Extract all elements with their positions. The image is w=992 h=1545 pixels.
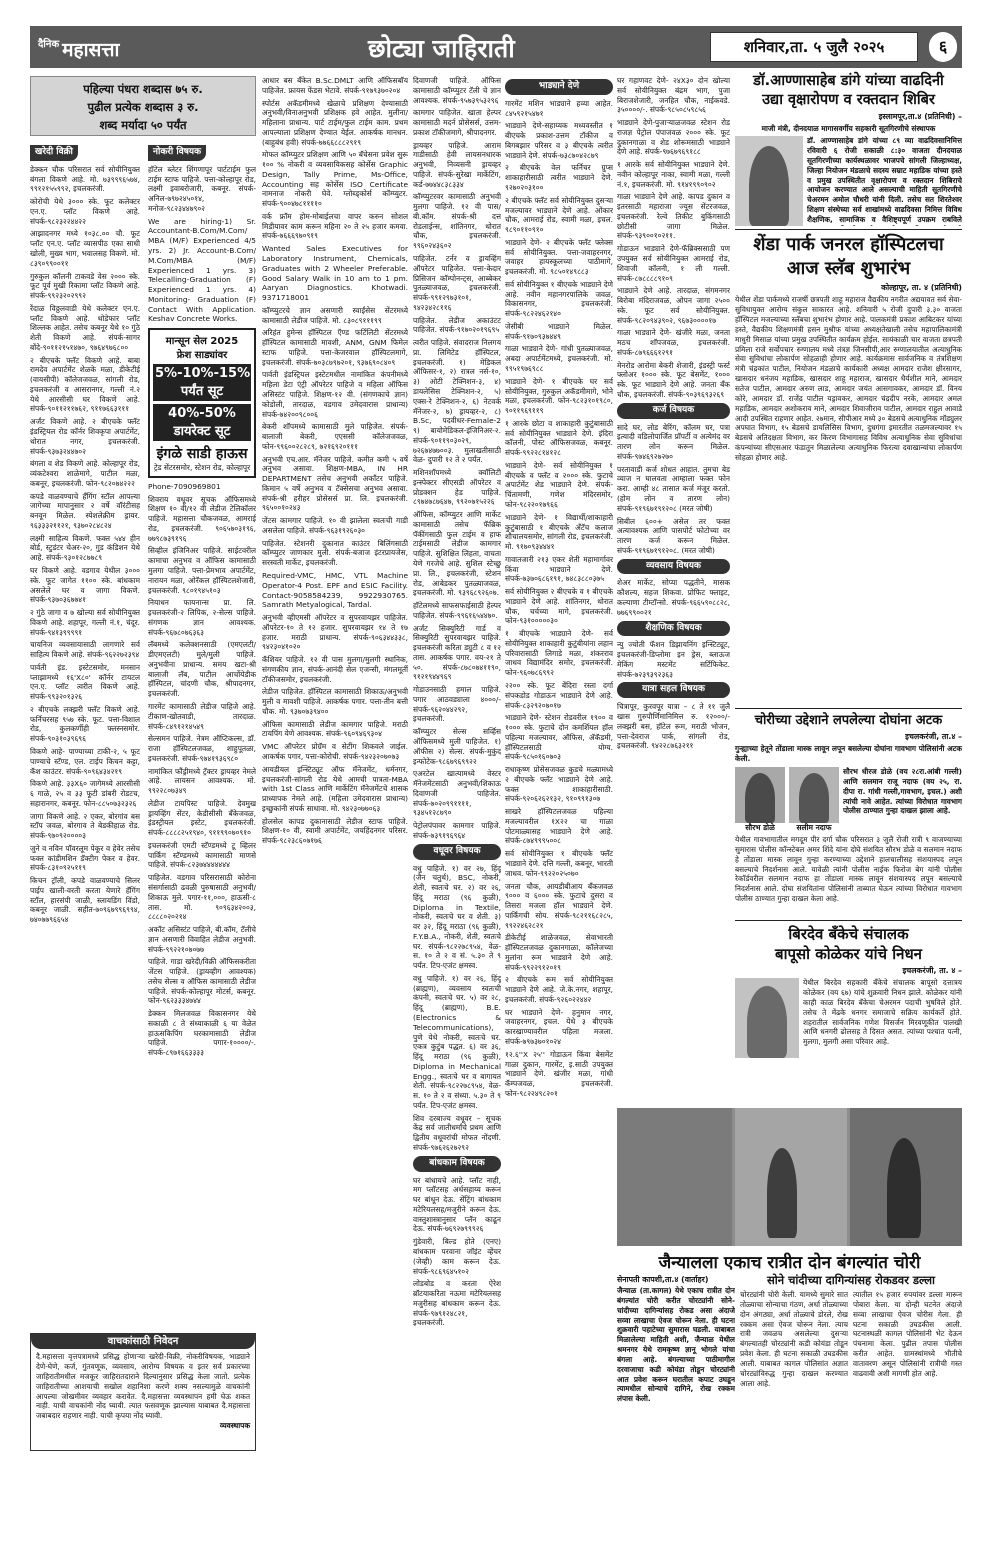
news2-body: येथील शेंडा पार्कमध्ये राजर्षी छत्रपती शाहू महाराज वैद्यकीय नगरीत अद्ययावत सर्व सेवा- सुविधायुक्त आरोग्य संकुल साकारत आहे. शनिवारी ५ रोजी दुपारी ३.३० वाजता हॉस्पिटल मजल्याच्या स्लॅबचा शुभारंभ होणार आहे. पालकमंत्री प्रकाश आबिटकर यांच्या हस्ते, वैद्यकीय शिक्षणमंत्री हसन मुश्रीफ यांच्या अध्यक्षतेखाली तसेच महापालिकामंत्री माधुरी मिसाळ यांच्या प्रमुख उपस्थितीत कार्यक्रम होईल. सायंकाळी चार वाजता छत्रपती प्रमिला राजे सर्वोपचार रुग्णालय मध्ये तंत्रज्ञ जिनसीपी,आर रुग्णालयातील अत्याधुनिक सेवा सुविधांचा लोकार्पण सोहळाही होणार आहे. कार्यक्रमास सार्वजनिक व तंत्रशिक्षण मंत्री चंद्रकांत पाटील, नियोजन मंडळाचे कार्यकारी अध्यक्ष आमदार राजेश क्षीरसागर, खासदार धनंजय महाडिक, खासदार शाहू महाराज, खासदार धैर्यशील माने, आमदार सतेज पाटील, आमदार अरुण लाड, आमदार जयंत आसगावकर, आमदार डॉ. विनय कोरे, आमदार डॉ. राजेंद्र पाटील यड्रावकर, आमदार चंद्रदीप नरके, आमदार अमल महाडिक, आमदार अशोकराव माने, आमदार शिवाजीराव पाटील, आमदार राहुल आवाडे आदी उपस्थित राहणार आहेत. २७मान, सीपीआर मध्ये ३० बेडसचे अत्याधुनिक मॉड्युलर अपघात विभाग, १५ बेडसचे डायलिसिस विभाग, दुधगंगा इमारतीत तळमजल्यावर १५ बेडसचे अतिदक्षता विभाग, कर किरण विभागासह विविध अत्याधुनिक सेवा सुविधांचा कंपन्यांच्या सीएसआर फंडातून मिळालेल्या अत्याधुनिक फिरत्या दवाखान्यांचा लोकार्पण सोहळा होणार आहे. [735,295,962,462]
ad-item: पार्वती इंडस्ट्रियल इस्टेटमधील नामांकित कंपनीमध्ये महिला डेटा एंट्री ऑपरेटर पाहिजे व महिला ऑफिस असिस्टंट पाहिजे. शिक्षण-१२ वी. (संगणकाचे ज्ञान) कोडोली, तारदाळ, वडगाव उमेदवारास प्राधान्य) संपर्क-७४२००९८००६ [262,370,408,419]
news4-body: येथील बिरदेव सहकारी बँकेचे संचालक बापूसो दत्तात्रय कोळेकर (वय ६७) यांचे शुक्रवारी निधन झाले. कोळेकर यांनी काही काळ बिरदेव बँकेचा चेअरमन पदाची भुषविले होते. तसेच ते मेंढके धनगर समाजाचे सक्रिय कार्यकर्ते होते. शहरातील सार्वजनिक गणेश विसर्जन मिरवणूकीत पालखी आणि धनगरी ढोलसह ते दिसत असत. त्यांच्या पश्चात पत्नी, मुलगा, मुलगी असा परिवार आहे. [803,978,962,1047]
ad-item: डीकेटीई शाळेजवळ, सेवाभारती हॉस्पिटलजवळ दुकानगाळा, कॉलेजच्या मुलांना रूम भाड्याने देणे आहे. संपर्क-९९२२९१२०१९ [505,933,613,972]
ad-list [413,1176,501,1328]
news5-body3: त्यातील १५ हजार रुपयांवर डल्ला मारून पोबारा केला. या दोन्ही घटनेत अंदाजे सव्वा लाखाचा ऐवज चोरीस गेला. ही घटना सकाळी उघडकीस आली. घटनास्थळी कागल पोलिसांनी भेट देऊन पंचनामा केला. पुढील तपास पोलीस करीत आहेत. ग्रामस्थांमध्ये भीतीचे वातावरण असून पोलिसांनी रात्रीची गस्त वाढवावी अशी मागणी होत आहे. [853,1290,962,1378]
news1-lead: माजी मंत्री, दीनदयाळ मागासवर्गीय सहकारी सूतगिरणीचे संस्थापक [761,124,936,134]
ad-item: अकॉट असिस्टंट पाहिजे, बी.कॉम, टॅलीचे ज्ञान असणारी विवाहित लेडीज अनुभवी. संपर्क-९९२२१०७०७७ [148,925,256,954]
rate-line: पहिल्या पंधरा शब्दास ७५ रु. [83,82,203,96]
ad-list [148,165,256,324]
ad-item: सर्व सोयीनियुक्त १ बीएचके भाड्याने देणे आहे. नवीन महानगरपालिके जवळ, विकासनगर, इचलकरंजी. संपर्क-९८२२४६२१४० [505,279,613,319]
ad-item: हॉटेल ब्लेटर शिंगणापूर पार्टटाईम फुल टाईम स्टाफ पाहिजे. पत्ता-कोल्हापूर रोड, लक्ष्मी इवाबरोजारी, कबनूर. संपर्क-अनिल-७९७२४५०१४, मनोज-९८२३४४७९०२ [148,164,256,213]
ad-item: नामांकित फौंड्रीमध्ये ट्रॅक्टर ड्रायव्हर नेमले आहे. लायसन आवश्यक. मो. ९९२२८०७३४९ [148,766,256,796]
news5-subhead: सोने चांदीच्या दागिन्यांसह रोकडवर डल्ला [766,1273,936,1287]
ad-item: अर्जंट विकणे आहे. २ बीएचके फ्लॅट इंडस्ट्रियल रोड कॉर्नर शिवकृपा अपार्टमेंट, थोरात नगर, इचलकरंजी. संपर्क-९३७३२४४७०२ [30,417,140,456]
ad-item: पाहिजेत. लेडीज अकाउंटट पाहिजेत. संपर्क-९१७०२०१९६९५ [413,315,501,335]
ad-item: गाळा भाड्याने देणे आहे. कापड दुकान व इतरसाठी महाराजा ज्यूस सेंटरजवळ, इचलकरंजी. रेल्वे तिकीट बुकिंगसाठी छोटीसी जागा मिळेल. संपर्क-९३९००१०२११. [617,192,730,241]
ad-list [148,495,256,1058]
ad-item: भाड्याने देणे आहे. तारदाळ, संगमनगर बिरोबा मंदिराजवळ, ओपन जागा २५०० स्के. फूट सर्व सोयीनियुक्त. संपर्क-९८२०९४३९०२, ९६७३००००१७ [617,286,730,325]
ad-list [262,76,408,846]
news1-headline: डॉ.आण्णासाहेब डांगे यांच्या वाढदिनी [753,73,944,89]
ad-item: चायनिज व्यवसायासाठी लागणारे सर्व साहित्य विकणे आहे. संपर्क-९६२२७२३९४ [30,640,140,660]
news5-body1: जैन्याळ (ता.कागल) येथे एकाच रात्रीत दोन बंगल्यांत चोरी करीत चोरट्यांनी सोने-चांदीच्या दागिन्यांसह रोकड असा अंदाजे सव्वा लाखाचा ऐवज चोरून नेला. ही घटना शुक्रवारी पहाटेच्या सुमारास घडली. याबाबत मिळालेल्या माहिती अशी, जैन्याळ येथील श्रमनगर येथे रामकृष्ण ज्ञानू भोगले यांचा बंगला आहे. बंगल्याच्या पाठीमागील दरवाजाचा कडी कोयंडा तोडून चोरट्यांनी आत प्रवेश करून घरातील कपाट उघडून त्यामधील सोन्याचे दागिने, रोख रक्कम लंपास केली. [617,1286,735,1404]
news5-dateline: सेनापती कापशी,ता.४ (वार्ताहर) [617,1275,709,1284]
ad-item: कॅशियर पाहिजे. १२ वी पास मुलगा/मुलगी स्थानिक, संगणकीय ज्ञान, संपर्क-आनंदी सेल एजन्सी, मंगलमूर्ती टॉकीजसमोर, इचलकरंजी. [262,655,408,684]
ad-item: लोडबोड व करता ऐरेश ब्रॉटयाकरिता नऊमा मटेरियलसह मजुरीसह बांधकाम करून देऊ. संपर्क-९७९१२४८२१, इचलकरंजी. [413,1279,501,1328]
ad-item: घर विकणे आहे. वडगाव येथील ३००० स्के. फूट जागेत ११०० स्के. बांधकाम असलेले घर व जागा विकणे. संपर्क-९३७०३६७७४१ [30,565,140,605]
photo-caption: सलीम नदाफ [796,822,832,832]
ad-item: गावातजारी २१३ एकर शेती महामार्गावर किंवा भाड्याने देणे. संपर्क-७३७०६८६१९१, ७४८३८८०३७५ [505,554,613,584]
ad-item: अर्जंट सिक्युरिटी गार्ड व सिक्युरिटी सुपरवायझर पाहिजे. इचलकरंजी करिता ड्युटी ८ व १२ तास. आकर्षक पगार. वय-२१ ते ५०. संपर्क-८७८०७४११९०, ९१२१९४४९६९ [413,623,501,682]
news3-lead: गुन्ह्याच्या हेतूने तोंडाला मास्क लावून लपून बसलेल्या दोघांना गावभाग पोलिसांनी अटक केली. [735,744,962,764]
ad-item: कॉम्प्युटर सेल्स सर्व्हिस ऑफिसमध्ये मुली पाहिजेत. १) ऑफीस २) सेल्स. संपर्क-मुकुंद इन्फोटेक-९८६७९६९९२२ [413,727,501,766]
ad-item: पाहिजे. गाडा खरेदी/विक्री ऑफिसकरीता जेंटस पाहिजे. (ड्रायव्हीग आवश्यक) तसेच सेल्स व ऑफिस कामासाठी लेडीज पाहिजे. संपर्क-कोल्हापूर मोटर्स, कबनूर. फोन-९६२३३३४७४४ [148,957,256,1006]
ad-item: न्यु ज्योती फॅशन डिझायनिंग इन्स्टिट्यूट, इचलकरंजी-डिप्लोमा इन ड्रेस, ब्लाऊज मेकिंग मस्टमेंट सर्टिफिकेट. संपर्क-७२३९३९२३६३ [617,640,730,679]
column-misc [617,76,730,1116]
ad-item: गाळा भाड्याने देणे- खंजीरे मळा, जनता मठच शॉपजवळ, इचलकरंजी. संपर्क-८७९६६६१२९१ [617,328,730,357]
brand-name: महासत्ता [62,39,120,61]
ad-item: २ बीएचके फ्लॅट सर्व सोयीनियुक्त दुसऱ्या मजल्यावर भाड्याने देणे आहे. ओंकार चौक, आमराई रोड, स्वामी मळा, इचल. ९८९०११०९१० [505,195,613,235]
ad-item: मेनरोड आरोमा बेकरी शेजारी, इंडस्ट्री फर्स्ट फ्लोअर १००० स्के. फूट बेसमेंट, १००० स्के. फूट भाड्याने देणे आहे. जनता बँक चौक, इचलकरंजी. संपर्क-९०३९६९३२६९ [617,360,730,399]
ad-item: वर्क फ्रॉम होम-मोबाईलचा वापर करुन सोशल मिडीयावर काम करून महिना २० ते २५ हजार कमवा. संपर्क-७६६६९७०९१९ [262,211,408,241]
ad-item: किचन ट्रॉली, कपडे वाळवण्याचे सिलर पाईप खाली-वरती करता येणारे हॅगिंग स्टॉल, हारसंपी जाळी, स्लायडिंग विंडो, कबनूर जाळी. सहीत-७०९६७९९६९९४, ७४०७७९६६५४ [30,876,140,925]
ad-item: पेट्रोलपंपावर कामगार पाहिजे. संपर्क-७३९१९६९६४ [413,821,501,840]
theft-photo [617,1108,962,1246]
ad-item: स्पोर्टस अकॅडमीमध्ये खेळाचे प्रशिक्षण देण्यासाठी अनुभवी/विनाअनुभवी प्रशिक्षक हवे आहेत. मुलीना/महिलाना प्राधान्य. पार्ट टाईम/फुल टाईम काम. प्रथम आपल्याला प्रशिक्षण देण्यात येईल. आकर्षक मानधन. (बाहुबंध हवी) संपर्क-७७६६८८८२९१९ [262,98,408,147]
news2-headline: शेंडा पार्क जनरल हॉस्पिटलचा [753,234,944,256]
ad-item: होलसेल कापड दुकानासाठी लेडीज स्टाफ पाहिजे. शिक्षण-१० वी, स्वामी अपार्टमेंट, जयहिंदनगर परिसर. संपर्क-९८२३८६०७१७६ [262,816,408,846]
rate-line: शब्द मर्यादा ५० पर्यंत [99,118,187,132]
ad-item: गाळा भाड्याने देणे- गांधी पुतळ्याजवळ, अबदा अपार्टमेंटमध्ये, इचलकरंजी. मो. ९९५१९७६९८८ [505,344,613,374]
sari-address: ट्रेड सेंटरसमोर, स्टेशन रोड, कोल्हापूर [153,463,251,473]
section-heading: यात्रा सहल विषयक [617,682,730,698]
ad-item: बेकरी शॉपमध्ये कामासाठी मुले पाहिजेत. संपर्क-बालाजी बेकरी, एएससी कॉलेजजवळ, फोन-९९६००२८२८९, ७२१६९२०१११ [262,422,408,451]
ad-item: जेंटस कामगार पाहिजे. १० वी झालेला स्वतःची गाडी असलेला पाहिजे. संपर्क-९६३१९२६०३० [262,516,408,535]
ad-item: पाहिजेत. टर्नर व ड्रायव्हिंग ऑपरेटर पाहिजेत. पत्ता-केदार प्रिसिजन कॉम्पोनन्ट्स, आब्बेकर पुतळ्याजवळ, इचलकरंजी. संपर्क-९९१२९७३१०१, ९४२३४२८११६ [413,254,501,312]
ad-item: आयडीयल इन्स्टिट्यूट ऑफ मॅनेजमेंट, धर्मनगर, इचलकरंजी-सांगली रोड येथे आमची पात्रता-MBA with 1st Class आणि मार्केटिंग मॅनेजमेंटचे शासक प्राध्यापक नेमले आहे. (महिला उमेदवारास प्राधान्य) इच्छुकांनी संपर्क साधावा. मो. ९४२३०७७०६३ [262,764,408,813]
portrait-photo [735,136,803,226]
ad-item: कॉम्प्युटरवर कामासाठी अनुभवी मुलगा पाहिजे. १२ वी पास/बी.कॉम. संपर्क-श्री दत्त रोडलाईन्स, शांतिनगर, थोरात चौक, इचलकरंजी. ९९६०२४३६०२ [413,192,501,251]
ad-item: अनुभवी एच.आर. मॅनेजर पाहिजे. कमीत कमी ५ वर्षे अनुभव असावा. शिक्षण-MBA, IN HR DEPARTMENT तसेच अनुभवी अकॉंटर पाहिजे. किमान ५ वर्षे अनुभव व टॅक्सेसचा अनुभव असावा. संपर्क-श्री हरीहर प्रोसेसर्स प्रा. लि. इचलकरंजी. ९६५००१०२४३ [262,454,408,513]
section-heading: बांधकाम विषयक [413,1156,501,1172]
ad-item: सर्व सोयीनियुक्त १ बीएचके फ्लॅट भाड्याने देणे. दत्ति गल्ली, कबनूर, भारती जाधव. फोन-९९२२०२५०७० [505,849,613,878]
ad-item: साखरे हॉस्पिटलजवळ पहिल्या मजल्यावरील १X२२ चा गाळा पोटमाळ्यासह भाड्याने देणे आहे. संपर्क-८७४९९९५००८ [505,807,613,846]
ad-item: भाड्याने देणे- १ बीएचके घर सर्व सोयीनियुक्त, गुरुकुल अकॅडमीमागे, भोने मळा, इचलकरंजी. फोन-९८२३१०१९८०, ९०११९६९११९ [505,376,613,416]
sari-sale-title: मान्सून सेल 2025 [165,336,239,348]
reader-notice [30,1333,256,1451]
ad-item: ऑफिस कामासाठी लेडीज कामगार पाहिजे. मराठी टायपिंग येणे आवश्यक. संपर्क-९६०९४६९३०४ [262,719,408,739]
column-nokri-2 [262,76,408,1451]
ad-item: नियाधन फायनान्स प्रा. लि. इचलकरंजी-२ लिपिक, २-सेल्स पाहिजे. संगणक ज्ञान आवश्यक. संपर्क-९६७८०७६३६३ [148,598,256,637]
ad-item: डेक्कन मिलजवळ विकासनगर येथे सकाळी ८ ते संध्याकाळी ६ या वेळेत हाऊसकिपिंग घरकामासाठी लेडीज पाहिजे. पगार-१००००/-. संपर्क-८९७१६६३३३३ [148,1009,256,1058]
ad-item: भाड्याने देणे-सहाय्यक मध्यवस्तीत १ बीएचके प्रकाश-उत्तम टॉकीज व बिगबझार परिसर व ३ बीएचके त्वरीत भाड्याने देणे. संपर्क-७३८७०४२८७९ [505,121,613,160]
ad-list [413,76,501,841]
ad-item: कपडे वाळवण्याचे हँगिंग स्टॉल आपल्या जागेच्या मापानुसार २ वर्षे वॉरंटीसह बनवून मिळेल. स्पेशलेक्रीम ड्रायर. ९६३३३२११२१, ९३७०२८४८२४ [30,491,140,530]
ad-item: रेंदाळ विठ्ठलवाडी येथे कलेक्टर एन.ए. प्लॉट विकणे आहे. थोडेफार प्लॉट शिल्लक आहेत. तसेच कबनूर येथे १० गुंठे शेती विकणे आहे. संपर्क-सागर बोंदे-९०११२१५१४७०, ९७६४९७६८०० [30,303,140,352]
ad-item: गारमेंट कामासाठी लेडीज पाहिजे आहे. टीकाण-खोतवाडी, तारदाळ. संपर्क-८४९१२१४५४९ [148,701,256,731]
ad-item: सेल्समन पाहिजे. नेत्रम ऑप्टिकल्स, डॉ. राजा हॉस्पिटलजवळ, शाहुपूतळा, इचलकरंजी. संपर्क-९७४१९३६९८० [148,734,256,763]
accused-photo [789,767,839,823]
masthead [30,26,962,68]
news5-body2: चोरट्यांनी चोरी केली. यामध्ये सुमारे सात तोळ्याचा सोन्याचा गंठण, अर्धा तोळ्याच्या दोन अंगठ्या, अर्धा तोळ्याचे डोरले, रोख रक्कम असा ऐवज चोरून नेला. त्याच रात्री जवळच असलेल्या दुसऱ्या बंगल्यातही चोरट्यांनी कडी कोयंडा तोडून प्रवेश केला. ही घटना सकाळी उघडकीस आली. याबाबत कागल पोलिसांत अज्ञात चोरट्यांविरुद्ध गुन्हा दाखल करण्यात आला आहे. [740,1290,848,1388]
ad-item: आझादनगर मध्ये १०३८.०० चौ. फूट प्लॉट एन.ए. प्लॉट व्यासपीठ एका साधी खोली, मुख्य भाग, भवालसह विकणे. मो. ८३९०९९००११ [30,229,140,268]
news-column [735,72,962,645]
ad-item: घर भाड्याने देणे- हनुमान नगर, जवाहरनगर, इचल. येथे ३ बीएचके कारखाण्यावरील पहिला मजला. संपर्क-७९७३७०१०२४ [505,1007,613,1047]
ad-item: गुंडेवारी, बिल्ड होते (एनए) बांधकाम परवाना जॉइंट व्हेंचर (जेव्ही) काम करून देऊ. संपर्क-९८६९६४५१०२ [413,1237,501,1276]
ad-item: अनुभवी व्हीएमसी ऑपरेटर व सुपरवायझर पाहिजेत. ऑपरेटर-१० ते १२ हजार. सुपरवायझर १४ ते १७ हजार. मराठी प्राधान्य. संपर्क-९०६३४४३३८, ९४२३०४१०२० [262,613,408,652]
news3 [735,705,962,1060]
ad-item: भाड्याने देणे- सर्व सोयीनियुक्त १ बीएचके व फ्लॅट व २००० स्के. फुटाचे अपार्टमेंट शेड भाड्याने देणे. संपर्क-चिंतामणी, गणेश मंदिरसमोर, फोन-९८२२०१७९६६ [505,460,613,509]
ad-item: दिवाणजी पाहिजे. ऑफिस कामासाठी कॉम्प्युटर टॅली चे ज्ञान आवश्यक. संपर्क-९५७३९५३२९६ [413,76,501,105]
ad-item: गोडाउनसाठी हमाल पाहिजे. पगार आठवड्याला ४०००/- संपर्क-९६२०४४२९२, इचलकरंजी. [413,685,501,724]
ad-item: भाड्याने देणे- स्टेशन रोडवरील १९०० व १००० स्के. फुटाचे दोन कमर्शियल हॉल पहिल्या मजल्यावर, ऑफिस, ॲकॅडमी, हॉस्पिटलसाठी योग्य. संपर्क-९८५०१६०७०३ [505,713,613,762]
brand-title [38,36,119,62]
rate-box [30,76,256,136]
ad-item: VMC ऑपरेटर प्रोग्रॅम व सेटींग शिकवले जाईल. आकर्षक पगार, पत्ता-कोरोची. संपर्क-९४२३२०७०७३ [262,742,408,761]
column-kharedi [30,142,140,1328]
ad-list [617,578,730,617]
news5-headline: जैन्यालला एकाच रात्रीत दोन बंगल्यांत चोरी [658,1253,921,1273]
news4-headline: बापूसो कोळेकर यांचे निधन [775,944,922,963]
section-heading: भाड्याने देणे [505,79,613,95]
ad-item: परतावाडी कर्ज शोधत आहात. तुमचा बेड व्याज न घालवता आम्हाला फक्त फोन करा. आम्ही ४८ तासात कर्ज मंजूर करतो. (होम लोन व तारण लोन) संपर्क-९१९६७१९१२०८ (मरत जोषी) [617,464,730,513]
ad-list [617,640,730,679]
ad-item: जुने व नविन पॉवरलूम पेकूर व हेवेर तसेच फक्त कांडीमशिन डॅक्टीग पेकर व हेवर. संपर्क-८३१०९२५११९ [30,843,140,873]
sari-discount: 40%-50% डायरेक्ट सूट [153,404,251,441]
accused-photo [735,767,785,823]
ad-item: घर बांधायचे आहे. प्लॉट नाही, मग प्लॉटसह अर्धसहाय्य करून घर बांधून देऊ. सेंट्रिंग बांधकाम मटेरियलसह/मजुरीने करून देऊ. वास्तुशास्त्रानुसार प्लॅन काढून देऊ. संपर्क-७६९२७९९९२६ [413,1175,501,1234]
ad-item: मशिनशॉपमध्ये क्वॉलिटी इन्स्पेक्टर सीएसडी ऑपरेटर व प्रोडक्शन हेड पाहिजे. ८९७४७८७६४७, ९९२०७१५२२६ [413,468,501,507]
ad-item: गारमेंट मशिन भाड्याने हव्या आहेत. ८४५९२१५४७१ [505,98,613,118]
ad-item: भाड्याने देणे-पुजाऱ्याळजवळ स्टेशन रोड राजज्ञ पेट्रोल पंपाजवळ २००० स्के. फूट दुकानगाळा व शेड शोरूमसाठी भाड्याने देणे आहे. संपर्क-९७६७९६९१८८ [617,118,730,157]
ad-item: वधु पाहिजे. १) वर २७, हिंदू (जैन चतुर्थ), BSC, नोकरी, शेती, स्वतःचे घर. २) वर २६, हिंदू मराठा (९६ कुळी), Diploma in Textile, नोकरी, स्वतःचे घर व शेती. ३) वर ३२, हिंदू मराठा (९६ कुळी), F.Y.B.A., नोकरी, शेती, स्वतःचे घर. संपर्क-९८२२७८९५४, वेळ-स. १० ते २ व सं. ५.३० ते ९ पर्यंत. टिप-एजंट क्षमस्व. [413,863,501,971]
ad-item: गोडाऊन भाड्याने देणे-फॅब्रिक्ससाठी पण उपयुक्त सर्व सोयीनियुक्त आमराई रोड, शिवाजी कॉलनी, १ ली गल्ली. संपर्क-८७८८८८९१०९ [617,244,730,283]
ad-item: ऑफिस, कॉम्प्युटर आणि मार्केट कामासाठी तसेच फॅब्रिक पॅकींगसाठी फुल टाईम व हाफ टाईमसाठी लेडीज कामगार पाहिजे. सुशिक्षित लिहता, वाचता येणे गरजेचे आहे. सुशिल स्टेच्छु प्रा. लि., इचलकरंजी, स्टेशन रोड, आबेडकर पुतळ्याजवळ, इचलकरंजी. मो. ९३९६८९२६०७. [413,510,501,598]
ad-item: २ बीएचके लक्झरी फ्लॅट विकणे आहे. फर्निचरसह ९५७ स्के. फूट. पत्ता-विशाल रोड, कुलकर्णीही फ्लस्नसमोर. संपर्क-९०३१०३९६९६ [30,704,140,744]
section-title: छोट्या जाहिराती [368,34,515,63]
sari-shop-name: इंगळे साडी हाऊस [156,446,248,463]
ad-item: भाड्याने देणे- १ विद्यार्थी/शाकाहारी कुटुंबासाठी १ बीएचके अँटॅच कलाज शौचालयसमोर, सांगली रोड, इचलकरंजी. मो. ९१७०९३४४४१ [505,512,613,552]
ad-item: राधाकृष्ण प्रोसेसजवळ कुडचे मळ्यामध्ये २ बीएचके फ्लॅट भाड्याने देणे आहे. फक्त शाकाहारीसाठी. संपर्क-९२०६२६२१३२, ९१०९९१३०७ [505,765,613,804]
section-heading: व्यवसाय विषयक [617,559,730,575]
section-heading: कर्ज विषयक [617,403,730,419]
column-bhade [505,76,613,1451]
section-heading: वधूवर विषयक [413,844,501,860]
ad-item: पाहिजेत. वडगाव परिसरासाठी कोरोना संसर्गासाठी ढवळी पुरुषासाठी अनुभवी/शिकाऊ मुले. पगार-११,०००, हाऊसी-८ तास. मो. ९०९६३४२००३, ८८८८०२०२१४ [148,873,256,922]
news3-headline: चोरीच्या उद्देशाने लपलेल्या दोघांना अटक [754,713,943,728]
reader-notice-body: दै.महासत्ता वृत्तपत्रामध्ये प्रसिद्ध होणाऱ्या खरेदी-विक्री, नोकरीविषयक, भाड्याने देणे-घेणे, कर्ज, गुंतवणूक, व्यवसाय, आरोग्य विषयक व इतर सर्व प्रकारच्या जाहिरातीमधील मजकूर जाहिरातदाराने दिल्यानुसार प्रसिद्ध केला जातो. प्रत्येक जाहिरातीच्या आशयाची सखोल शहानिशा करणे शक्य नसल्यामुळे वाचकांनी आपल्या जोखमीवर व्यवहार करावेत. दै.महासत्ता व्यवस्थापन हमी घेऊ शकत नाही. याची वाचकांनी नोंद घ्यावी. त्यात फसवणूक झाल्यास याबाबत दै.महासत्ता जबाबदार राहणार नाही. याची कृपया नोंद घ्यावी. [36,1352,250,1421]
ad-item: डेक्कन चौक परिसरात सर्व सोयीनियुक्त बंगला विकणे आहे. मो. ७३९९९६५७४, ९९१२१५५९९२, इचलकरंजी. [30,164,140,194]
sari-discount: 5%-10%-15% पर्यंत सूट [155,366,251,400]
ad-item: वधु पाहिजे. १) वर २६, हिंदू (ब्राह्मण), व्यवसाय स्वतःची कंपनी, स्वतःचे घर. ५) वर २८, हिंदू (ब्राह्मण), B.E. (Electronics & Telecommunications), पुणे येथे नोकरी, स्वतःचे घर. एकत्र कुटुंब पद्धत. ६) वर ३६, हिंदू मराठा (९६ कुळी), Diploma in Mechanical Engg., स्वतःचे घर व बागायत शेती. संपर्क-९८२२७८९५४, वेळ-स. १० ते २ व संध्या. ५.३० ते ९ पर्यंत. टिप-एजंट क्षमस्व. [413,973,501,1110]
ad-item: चित्रापूर, कुरवपूर यात्रा – ८ ते ११ जुलै खास गुरुपौर्णिमानिमित्त रु. १२०००/- लक्झरी बस, हॉटेल रूम, मराठी भोजन, पत्ता-देवराज पार्क, सांगली रोड, इचलकरंजी. ९४२२८७६३२११ [617,702,730,751]
ad-item: आधार बस बँकेत B.Sc.DMLT आणि ऑफिसबॉय पाहिजेत. फ्रायस फेंडस भेटावे. संपर्क-९१७९३७०२०४ [262,76,408,95]
news3-accused: सौरभ धीरज डोळे (वय २८रा.आंबी गल्ली) आणि सलमान राजू नदाफ (वय २५, रा. दीपा रा. गांधी गल्ली,गावभाग, इचल.) अशी त्यांची नावे आहेत. त्यांच्या विरोधात गावभाग पोलीस ठाण्यात गुन्हा दाखल झाला आहे. [843,766,962,816]
ad-list [617,76,730,400]
photo-caption: सौरभ डोळे [745,822,775,832]
ad-item: २२०० स्के. फूट बेंदिरा रस्ता दर्गा संपकडोड गोडाऊन भाड्याने देणे आहे. संपर्क-८३२९२०७०१७ [505,680,613,710]
ad-item: शेअर मार्केट, सोप्या पद्धतीने, मासक कौशल्य, सहज शिकवा. प्रोफिट फ्लाइट, कल्याणा टीम्टॉन्सो. संपर्क-९६६५९०८८२८, ७७६९९००२१ [617,578,730,617]
ad-item: जागा विकणे आहे. २ एकर, बोरगांव बस स्टॉप जवळ, बोरगाव ते बेडकीहाळ रोड. संपर्क-९७०९२००००३ [30,811,140,841]
ad-item: त्वरीत पाहिजे. संवादराज निलगय प्रा. लिमिटेड हॉस्पिटल, इचलकरंजी. १) मेडिकल ऑफिसर-१, २) रात्रल नर्स-१०, ३) ओटी टेक्निशन-३, ४) डायलेसिस टेक्निशन-२, ५) एक्स-रे टेक्निशन-२, ६) नेटवर्क मॅनेजर-२, ७) ड्रायव्हर-२, ८) B.Sc, पदवीधर-Female-2 ९) बायोमेडिकल-इंजिनिअर-२. संपर्क-९०११९०३०२९, ७२६७४७७००३. मुलाखतीसाठी वेळ- दुपारी १२ ते २ पर्यंत. [413,338,501,465]
ad-list [505,99,613,1099]
page-number: ६ [929,32,957,62]
ad-item: पाहिजेत. स्टेशनरी दुकानात काउंटर बिलिंगसाठी कॉम्प्युटर जाणकार मुली. संपर्क-बजाज इंटरप्रायजेस, सरस्वती मार्केट, इचलकरंजी. [262,538,408,568]
ad-item: लेडीज पाहिजेत. हॉस्पिटल कामासाठी शिकाऊ/अनुभवी मुली व मावशी पाहिजे. आकर्षक पगार. पत्ता-तीन बत्ती चौक. मो. ९३७०७३९४०० [262,687,408,716]
ad-list [617,423,730,556]
ad-item: हॉटेलमध्ये साफसफाईसाठी हेल्पर पाहिजेत. संपर्क-९९६१६५४४७०. [413,601,501,620]
ad-item: घर गहाणवट देणे- २४X३० दोन खोल्या सर्व सोयीनियुक्त बंद्रम भाग, पुजा बिराजशेजारी, जनहित चौक, नाईकवडे. ३५००००/-. संपर्क-९८५०८५९८५६ [617,76,730,115]
news1-headline: उद्या वृक्षारोपण व रक्तदान शिबिर [762,92,935,108]
ad-list [413,864,501,1153]
news3-body: येथील गावभागातील मगदूम पीर दर्गा चौक परिसरात ३ जुलै रोजी रात्री ९ वाजण्याच्या सुमारास पोलीस कॉन्स्टेबल अमर शिंदे यांना दोघे संशयित सौरभ डोळे व सलमान नदाफ हे तोंडाला मास्क लावून गुन्हा करण्याच्या उद्देशाने हालचालीसह संशयास्पद लपून बसल्याचे निदर्शनास आले. यावेळी त्यांनी पोलीस नाईक फिरोज बेग यांनी पोलीस रेकॉर्डवरील सलमान नदाफ हा तोंडाला मास्क लावून संशयास्पद लपून बसल्याचे निदर्शनास आले. दोघा संशयितांना पोलिसांनी ताब्यात घेऊन त्यांच्या विरोधात गावभाग पोलीस ठाण्यात गुन्हा दाखल केला आहे. [735,834,962,904]
reader-notice-title: वाचकांसाठी निवेदन [31,1334,255,1349]
ad-item: शिवराय वधूवर सूचक ऑफिसमध्ये शिक्षण १० वी/१२ वी लेडीज टेलिकॉलर पाहिजे. महासत्ता चौकजवळ, आमराई रोड, इचलकरंजी. ९०६५७०३१९६, ७७९८७३९१९६ [148,494,256,543]
section-heading: नोकरी विषयक [148,145,206,161]
news4-dateline: इचलकरंजी, ता. ४ – [902,965,962,975]
issue-date: शनिवार,ता. ५ जुलै २०२५ [710,32,918,62]
ad-item: २ बीएचके फ्लॅट विकणे आहे. बाबा रामदेव अपार्टमेंट शेळके मळा, डीकेटीई (वायसीपी) कॉलेजजवळ, सांगली रोड, इचलकरंजी व आसरानगर, गल्ली नं.२ येथे आरसीसी घर विकणे आहे. संपर्क-९०११२११७६२, ९११७६६३१११ [30,355,140,414]
column-nokri-3 [413,76,501,1451]
ad-item: बंगला व शेड विकणे आहे. कोल्हापूर रोड, व्यंकटेश्वरा शाळेमागे, पाटील मळा, कबनूर, इचलकरंजी. फोन-९८२०७४२२२ [30,459,140,488]
ad-item: १ बीएचके भाड्याने देणे- सर्व सोयीनियुक्त शाकाहारी कुटुंबीयांना लहान परिवारासाठी लिगाडे मळा, शंकरराव जाधव विद्यामंदिर समोर, इचलकरंजी. फोन-९६०७८६९९२ [505,629,613,678]
ad-item: अरिहंत हुमेन्स हॉस्पिटल ऍण्ड फर्टिलिटी सेंटरमध्ये हॉस्पिटल कामासाठी मावशी, ANM, GNM फिमेल स्टाफ पाहिजे. पत्ता-केजरवाल हॉस्पिटलमागे, इचलकरंजी. संपर्क-७०३८७९७२०१, ९३७६९०८४०९ [262,328,408,367]
ad-item: एअरटेल खात्यामध्ये वेस्टर मॅनेजमेंटसाठी अनुभवी/शिकाऊ दिवाणजी पाहिजेत. संपर्क-७०२०९९११११, ९३४५१२८७९० [413,769,501,818]
rate-line: पुढील प्रत्येक शब्दास ३ रु. [87,100,199,114]
news1-dateline: इस्लामपूर,ता.४ (प्रतिनिधी) – [878,112,962,121]
ad-item: Required-VMC, HMC, VTL Machine Operator-4 Post. EPF and ESIC Facility. Contact-9058584239, 9922930765. Samrath Metyalogical, Tardal. [262,570,408,610]
ad-item: १ आरके सर्व सोयीनियुक्त भाड्याने देणे. नवीन कोल्हापूर नाका, स्वामी मळा, गल्ली नं.१, इचलकरंजी. मो. ९१४१९९०९०२ [617,160,730,189]
brand-prefix: दैनिक [38,39,60,50]
ad-item: जनता चौक, आयडीबीआय बँकजवळ ९००० व ६००० स्के. फुटाचे दुसरा व तिसरा मजला हॉल भाड्याने देणे. पार्किंगची सोय. संपर्क-९८२११६८२८५, ९९२२४६२८२१ [505,881,613,930]
ad-item: विकणे आहे- पाण्याच्या टाकी-२, ५ फूट पाण्याचे स्टॅण्ड, एल. टाईप किचन कट्टा, कॅश काउंटर. संपर्क-९०९६४३४२१९ [30,746,140,776]
ad-item: Wanted Sales Executives for Laboratory Instrument, Chemicals, Graduates with 2 Wheeler Preferable. Good Salary Walk in 10 am to 1 pm. Aaryan Diagnostics. Khotwadi. 9371718001 [262,244,408,303]
ad-item: १२.६''X २५'' गोडाऊन किंवा बेसमेंट गाळा दुकान, गारमेंट, इ.साठी उपयुक्त भाड्याने देणे. खंजीर मळा, गांधी कॅम्पजवळ, इचलकरंजी. फोन-९८२२४९८२०१ [505,1049,613,1098]
ad-item: विकणे आहे. ३३X६० जागेमध्ये आरसीसी ६ गाळे, २५ व ३३ फूटी डांबरी रोडटच, सहारानगर, कबनूर. फोन-८८५०७३२३२६ [30,779,140,808]
ad-item: लेडीज टायपिस्ट पाहिजे. देवमुख ड्रायव्हिंग सेंटर, केडीसीसी बँकेजवळ, इंडस्ट्रीयल इस्टेट, इचलकरंजी. संपर्क-८८८८२५१९४०, ९११९९०७०९१० [148,798,256,838]
ad-item: सादे घर, लोड बेरिंग, कॉलम घर, पत्रा इत्यादी वडिलोपार्जित प्रॉपर्टी व अत्येमंद वर तारण लोन करून मिळेल. संपर्क-९७४६९२७२७० [617,422,730,461]
ad-item: कॉम्प्युटरचे ज्ञान असणारी स्वाईंसेस सेंटरमध्ये कामासाठी लेडीज पाहिजे. मो. ८३०८९१११९९ [262,305,408,325]
ad-item: जेसीबी भाड्याने मिळेल. संपर्क-९१७०९३७४४९ [505,321,613,341]
ad-item: लॅबमध्ये कलेक्शनसाठी (एमएलटी/डीएमएलटी) मुले/मुली पाहिजे. अनुभवीना प्राधान्य. समय खटा-श्री बालाजी लॅब, पाटील आर्चोयेडीक हॉस्पिटल, चांदणी चौक, श्रीपादनगर, इचलकरंजी. [148,640,256,699]
news2-dateline: कोल्हापूर, ता. ४ (प्रतिनिधी) [881,283,962,293]
ad-item: कामगार पाहिजेत. खाता हेल्पर कामासाठी मदर्न प्रोसेसर्स, उत्तम-प्रकाश टॉकीजमागे, श्रीपादनगर. [413,108,501,137]
ad-item: २ गुंठे जागा व ७ खोल्या सर्व सोयीनियुक्त विकणे आहे. शहापूर, गल्ली नं.१, चंदूर. संपर्क-९४१३९९९९१ [30,608,140,637]
ad-list [617,702,730,751]
ad-item: मोफत कॉम्प्युटर प्रशिक्षण आणि ५० बॅचेसना प्रवेश सुरू १०० % नोकरी व व्यवसायिकसह कोर्सेस Graphic Design, Tally Prime, Ms-Office, Accounting सह कोर्सेस ISO Certificate नामनाज नोकरी घेवे. ग्लोब्ड्कोर्स कॉम्प्युटर. संपर्क-९००४७८११११० [262,150,408,209]
news4-headline: बिरदेव बँकेचे संचालक [788,924,909,943]
ad-item: शिव दरबाज्य वधूवर – सूचक केंद्र सर्व जातीधर्मांचे प्रथम आणि द्वितीय वधूवरांची मोफत नोंदणी. संपर्क-९७६२६२७२९२ [413,1113,501,1152]
ad-item: भाड्याने देणे- २ बीएचके फ्लॅट फ्लेक्स सर्व सोयीनियुक्त. पत्ता-जवाहरनगर, जवाहर हायस्कूलच्या पाठीमागे, इचलकरंजी. मो. ९८५०१४९८८३ [505,237,613,277]
ad-item: We are hiring-1) Sr. Accountant-B.Com/M.Com/ MBA (M/F) Experienced 4/5 yrs. 2) Jr. Account-B.Com/ M.Com/MBA (M/F) Experienced 1 yrs. 3) Telecalling-Graduation (F) Experienced 1 yrs. 4) Monitoring- Graduation (F) Contact With Application. Keshav Concrete Works. [148,216,256,324]
ad-item: सिव्हील इंजिनिअर पाहिजे. साईटवरील कामाचा अनुभव व ऑफिस कामासाठी मुलगा पाहिजे. पत्ता-प्रेमभाव अपार्टमेंट, नारायन मळा, ओरॅकल हॉस्पिटलशेजारी, इचलकरंजी. ९८०१९४५१०३ [148,546,256,595]
sari-phone: Phone-7090969801 [148,481,221,491]
ad-item: गुरुकुल कॉलनी टाकवडे वेस २००० स्के. फूट पूर्व मुखी रिकामा प्लॉट विकणे आहे. संपर्क-९९२३२०२९९२ [30,271,140,301]
ad-item: लक्ष्मी साहित्य विकणे. फक्त ५४४ हीन बोर्ड, स्टुडंटर चेअर-२०, गुड कंडिशन येथे आहे. संपर्क-९३०१२८७७८९ [30,533,140,563]
sari-line: फ्रेश साड्यांवर [176,350,228,362]
news1-body-top: डॉ. आण्णासाहेब डांगे यांच्या ८९ व्या वाढदिवसानिमित्त रविवारी ६ रोजी सकाळी ८:३० वाजता दीनदयाळ सूतगिरणीच्या कार्यस्थळावर भाजपचे सांगली जिल्हाध्यक्ष, जिल्हा नियोजन मंडळाचे सदस्य सम्राट महाडिक यांच्या हस्ते व प्रमुख उपस्थितीत वृक्षारोपण व रक्तदान शिबिराचे आयोजन करण्यात आले असल्याची माहिती सूतगिरणीचे चेअरमन अमोल चौधरी यांनी दिली. तसेच सत शिरतेश्वर शिक्षण संस्थेच्या सर्व शाखांमध्ये वाढदिवसा निमित्त विविध शैक्षणिक, सामाजिक व वैशिष्ट्यपूर्ण उपक्रम राबविले [807,136,962,224]
ad-item: पार्वती इंड. इस्टेटसमोर, मनसान प्लाझामध्ये १६'X८०' कॉर्नर टायटल एन.ए. प्लॉट त्वरीत विकणे आहे. संपर्क-९९३२०१३२६ [30,662,140,702]
ad-item: कोरोची येथे ३००० स्के. फूट कलेक्टर एन.ए. प्लॉट विकणे आहे. संपर्क-९८२३२२४४२२ [30,197,140,226]
news3-dateline: इचलकरंजी, ता.४ – [905,732,962,741]
ad-item: इचलकरंजी एमटी स्टॅण्डमध्ये टू व्हिलर पार्किंग स्टॅण्डमध्ये कामासाठी माणसे पाहिजे. संपर्क-८२३७४४४४४४४ [148,840,256,870]
section-heading: खरेदी विक्री [30,145,78,161]
ad-item: सर्व सोयीनियुक्त २ बीएचके व १ बीएचके भाड्याने देणे आहे. शांतिनगर, थोरात चौक, चर्चच्या मागे, इचलकरंजी. फोन-९३१०००००३० [505,587,613,626]
sari-advert [148,328,256,478]
ad-item: २ बीएचके वेल फर्निचर ग्रुप्स शाकाहारीसाठी त्वरीत भाड्याने देणे. ९२७०२०३१०० [505,163,613,192]
ad-item: ड्रायव्हर पाहिजे. आराम गाडीसाठी हेवी लायसनधारक अनुभवी, निव्यसनी ड्रायव्हर पाहिजे. संपर्क-सुरेखा मार्केटिंग, कर्ड-७७४४८३८३३४ [413,140,501,189]
ad-list [30,165,140,925]
section-heading: शैक्षणिक विषयक [617,621,730,637]
ad-item: सिबील ६००+ असेल तर फक्त अत्यावश्यक आणि पासपोर्ट फोटोच्या वर तारण कर्ज करून मिळेल. संपर्क-९१९६७१९१२०८. (मरत जोषी) [617,516,730,555]
column-nokri [148,142,256,1328]
news2-headline: आज स्लॅब शुभारंभ [786,258,911,280]
ad-item: २ बीएचके रूम सर्व सोयीनियुक्त भाड्याने देणे आहे. जे.के.नगर, शहापूर, इचलकरंजी. संपर्क-९२६०२२४४२ [505,975,613,1004]
reader-notice-sign: व्यवस्थापक [219,1421,250,1431]
ad-item: १ आरके छोटा व शाकाहारी कुटुंबासाठी सर्व सोयीनियुक्त भाड्याने देणे. इंदिरा कॉलनी, पोस्ट ऑफिसजवळ, कबनूर. संपर्क-९९२२८१४१२८ [505,418,613,458]
obituary-photo [735,978,799,1058]
